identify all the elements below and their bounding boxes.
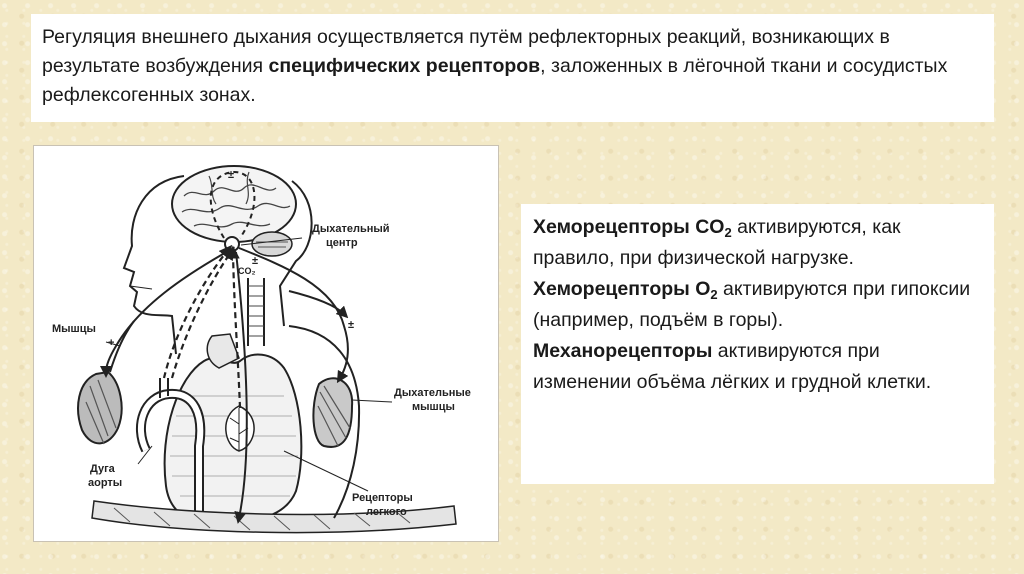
plus-sign-resp: ±	[348, 319, 355, 331]
plus-sign-center: ±	[252, 255, 259, 267]
label-muscles: Мышцы	[52, 323, 96, 335]
chemo-co2-text: активируются, как правило, при физической нагрузке.	[533, 216, 901, 269]
label-resp-muscles-2: мышцы	[412, 401, 455, 413]
respiratory-reflex-diagram	[33, 145, 499, 542]
chemo-o2-title-text: Хеморецепторы O	[533, 278, 711, 300]
label-aortic-arch-2: аорты	[88, 477, 123, 489]
label-resp-center-1: Дыхательный	[312, 223, 390, 235]
chemo-co2-title-text: Хеморецепторы CO	[533, 216, 725, 238]
label-resp-muscles-1: Дыхательные	[394, 387, 471, 399]
chemo-o2-title	[533, 278, 718, 300]
receptors-text-box	[521, 204, 994, 484]
chemo-co2-paragraph	[533, 212, 982, 274]
label-aortic-arch-1: Дуга	[90, 463, 115, 475]
chemo-o2-subscript: 2	[710, 287, 718, 302]
intro-text-part2: , заложенных в лёгочной ткани и сосудистых рефлексогенных зонах.	[42, 55, 948, 106]
plus-sign-top: ±	[228, 169, 235, 181]
mechano-title: Механорецепторы	[533, 340, 713, 362]
label-resp-center-2: центр	[326, 237, 358, 249]
mechano-paragraph	[533, 336, 982, 398]
plus-sign-muscles: +	[108, 337, 115, 349]
chemo-co2-subscript: 2	[724, 225, 732, 240]
label-lung-receptors-1: Рецепторы	[352, 492, 413, 504]
chemo-o2-paragraph	[533, 274, 982, 336]
chemo-co2-title	[533, 216, 732, 238]
label-co2: CO₂	[238, 266, 256, 276]
intro-text-box	[31, 14, 994, 122]
mechano-text: активируются при изменении объёма лёгких и грудной клетки.	[533, 340, 932, 393]
muscle-left	[78, 372, 122, 443]
label-lung-receptors-2: легкого	[366, 506, 407, 518]
intro-text-bold: специфических рецепторов	[268, 55, 541, 77]
respiratory-center	[225, 237, 239, 251]
intro-text-part1: Регуляция внешнего дыхания осуществляется путём рефлекторных реакций, возникающих в результате возбуждения	[42, 26, 890, 77]
chemo-o2-text: активируются при гипоксии (например, подъём в горы).	[533, 278, 971, 331]
diagram-svg	[34, 146, 500, 543]
